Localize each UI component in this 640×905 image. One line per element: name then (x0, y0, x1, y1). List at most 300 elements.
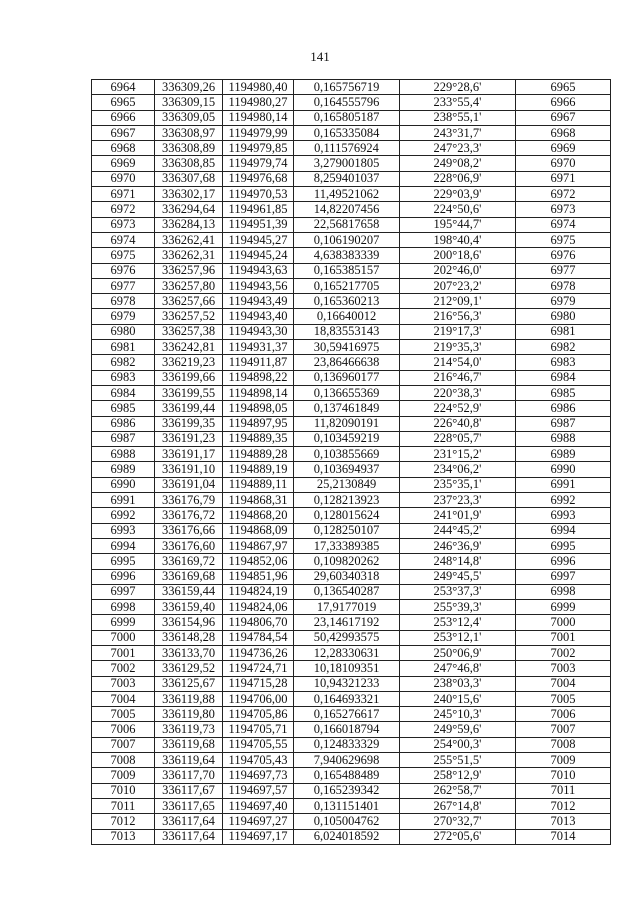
cell-point-to: 7000 (516, 615, 611, 630)
table-row (92, 753, 611, 768)
cell-point-from: 6989 (92, 462, 155, 477)
table-row (92, 340, 611, 355)
cell-coord-x: 336199,35 (155, 416, 223, 431)
cell-point-to: 7003 (516, 661, 611, 676)
cell-bearing: 249°08,2' (400, 156, 516, 171)
cell-coord-y: 1194980,27 (223, 95, 294, 110)
cell-point-to: 6966 (516, 95, 611, 110)
cell-distance: 0,124833329 (294, 737, 400, 752)
cell-point-from: 7007 (92, 737, 155, 752)
cell-point-from: 6977 (92, 278, 155, 293)
cell-point-to: 6989 (516, 447, 611, 462)
cell-coord-y: 1194697,27 (223, 814, 294, 829)
cell-coord-y: 1194697,17 (223, 829, 294, 844)
cell-point-to: 6965 (516, 80, 611, 95)
cell-point-from: 6985 (92, 401, 155, 416)
cell-distance: 17,33389385 (294, 538, 400, 553)
cell-point-from: 7011 (92, 798, 155, 813)
cell-coord-x: 336191,17 (155, 447, 223, 462)
cell-coord-x: 336169,68 (155, 569, 223, 584)
cell-point-to: 7008 (516, 737, 611, 752)
cell-coord-y: 1194979,85 (223, 141, 294, 156)
cell-point-from: 6984 (92, 385, 155, 400)
cell-distance: 12,28330631 (294, 645, 400, 660)
cell-point-to: 6984 (516, 370, 611, 385)
cell-point-from: 6964 (92, 80, 155, 95)
cell-coord-y: 1194979,99 (223, 125, 294, 140)
cell-coord-y: 1194898,14 (223, 385, 294, 400)
cell-point-to: 7011 (516, 783, 611, 798)
cell-bearing: 272°05,6' (400, 829, 516, 844)
cell-point-from: 6982 (92, 355, 155, 370)
cell-coord-y: 1194945,27 (223, 232, 294, 247)
cell-distance: 10,94321233 (294, 676, 400, 691)
cell-coord-y: 1194889,35 (223, 431, 294, 446)
cell-coord-x: 336309,05 (155, 110, 223, 125)
cell-point-from: 7004 (92, 691, 155, 706)
table-row (92, 278, 611, 293)
cell-point-to: 6968 (516, 125, 611, 140)
table-row (92, 187, 611, 202)
cell-bearing: 238°03,3' (400, 676, 516, 691)
cell-bearing: 253°12,1' (400, 630, 516, 645)
cell-coord-x: 336169,72 (155, 554, 223, 569)
table-row (92, 691, 611, 706)
cell-distance: 0,111576924 (294, 141, 400, 156)
cell-coord-y: 1194961,85 (223, 202, 294, 217)
cell-coord-x: 336119,80 (155, 707, 223, 722)
cell-coord-y: 1194943,40 (223, 309, 294, 324)
cell-bearing: 245°10,3' (400, 707, 516, 722)
cell-distance: 8,259401037 (294, 171, 400, 186)
cell-point-to: 7001 (516, 630, 611, 645)
table-row (92, 248, 611, 263)
cell-point-from: 7001 (92, 645, 155, 660)
cell-point-to: 6976 (516, 248, 611, 263)
cell-distance: 23,86466638 (294, 355, 400, 370)
cell-coord-y: 1194697,40 (223, 798, 294, 813)
cell-point-to: 6977 (516, 263, 611, 278)
table-row (92, 600, 611, 615)
cell-coord-y: 1194824,19 (223, 584, 294, 599)
cell-bearing: 207°23,2' (400, 278, 516, 293)
table-row (92, 217, 611, 232)
cell-distance: 18,83553143 (294, 324, 400, 339)
cell-distance: 0,105004762 (294, 814, 400, 829)
table-row (92, 569, 611, 584)
cell-point-from: 7009 (92, 768, 155, 783)
cell-point-to: 6970 (516, 156, 611, 171)
cell-distance: 0,128250107 (294, 523, 400, 538)
cell-bearing: 262°58,7' (400, 783, 516, 798)
cell-point-from: 6978 (92, 294, 155, 309)
cell-point-to: 6994 (516, 523, 611, 538)
cell-bearing: 255°39,3' (400, 600, 516, 615)
cell-coord-x: 336154,96 (155, 615, 223, 630)
cell-point-to: 6983 (516, 355, 611, 370)
cell-coord-y: 1194824,06 (223, 600, 294, 615)
cell-bearing: 220°38,3' (400, 385, 516, 400)
cell-point-to: 7013 (516, 814, 611, 829)
cell-coord-x: 336308,97 (155, 125, 223, 140)
cell-coord-x: 336308,85 (155, 156, 223, 171)
cell-bearing: 219°17,3' (400, 324, 516, 339)
cell-coord-y: 1194868,31 (223, 493, 294, 508)
cell-point-to: 6986 (516, 401, 611, 416)
cell-coord-y: 1194697,73 (223, 768, 294, 783)
table-row (92, 737, 611, 752)
cell-bearing: 270°32,7' (400, 814, 516, 829)
cell-point-from: 7000 (92, 630, 155, 645)
table-row (92, 462, 611, 477)
cell-point-to: 6980 (516, 309, 611, 324)
cell-bearing: 198°40,4' (400, 232, 516, 247)
cell-point-from: 7003 (92, 676, 155, 691)
cell-bearing: 258°12,9' (400, 768, 516, 783)
cell-point-from: 6979 (92, 309, 155, 324)
cell-point-to: 6985 (516, 385, 611, 400)
cell-coord-y: 1194868,09 (223, 523, 294, 538)
cell-point-to: 7014 (516, 829, 611, 844)
cell-point-from: 6972 (92, 202, 155, 217)
cell-distance: 22,56817658 (294, 217, 400, 232)
cell-coord-x: 336257,38 (155, 324, 223, 339)
cell-bearing: 214°54,0' (400, 355, 516, 370)
cell-coord-x: 336257,80 (155, 278, 223, 293)
cell-coord-y: 1194784,54 (223, 630, 294, 645)
cell-point-to: 6982 (516, 340, 611, 355)
cell-point-from: 6986 (92, 416, 155, 431)
cell-distance: 0,165360213 (294, 294, 400, 309)
cell-bearing: 246°36,9' (400, 538, 516, 553)
cell-bearing: 244°45,2' (400, 523, 516, 538)
cell-point-to: 7006 (516, 707, 611, 722)
cell-point-from: 6966 (92, 110, 155, 125)
cell-coord-x: 336284,13 (155, 217, 223, 232)
cell-bearing: 228°06,9' (400, 171, 516, 186)
cell-point-from: 6965 (92, 95, 155, 110)
table-row (92, 156, 611, 171)
cell-coord-x: 336117,65 (155, 798, 223, 813)
table-row (92, 538, 611, 553)
cell-bearing: 195°44,7' (400, 217, 516, 232)
cell-coord-x: 336294,64 (155, 202, 223, 217)
table-row (92, 110, 611, 125)
cell-distance: 0,136540287 (294, 584, 400, 599)
cell-point-from: 6976 (92, 263, 155, 278)
cell-coord-x: 336309,26 (155, 80, 223, 95)
cell-coord-x: 336133,70 (155, 645, 223, 660)
cell-coord-x: 336242,81 (155, 340, 223, 355)
cell-bearing: 250°06,9' (400, 645, 516, 660)
cell-distance: 11,49521062 (294, 187, 400, 202)
cell-coord-y: 1194943,49 (223, 294, 294, 309)
cell-distance: 0,106190207 (294, 232, 400, 247)
cell-bearing: 248°14,8' (400, 554, 516, 569)
cell-distance: 0,165805187 (294, 110, 400, 125)
cell-distance: 0,103694937 (294, 462, 400, 477)
table-row (92, 294, 611, 309)
cell-coord-y: 1194724,71 (223, 661, 294, 676)
cell-coord-x: 336117,70 (155, 768, 223, 783)
cell-coord-y: 1194970,53 (223, 187, 294, 202)
cell-distance: 0,165276617 (294, 707, 400, 722)
cell-distance: 0,103855669 (294, 447, 400, 462)
cell-coord-x: 336191,23 (155, 431, 223, 446)
cell-coord-x: 336257,66 (155, 294, 223, 309)
cell-distance: 0,165488489 (294, 768, 400, 783)
table-row (92, 493, 611, 508)
cell-coord-y: 1194868,20 (223, 508, 294, 523)
cell-point-from: 6997 (92, 584, 155, 599)
cell-coord-x: 336176,79 (155, 493, 223, 508)
cell-distance: 29,60340318 (294, 569, 400, 584)
table-row (92, 370, 611, 385)
cell-point-to: 6988 (516, 431, 611, 446)
cell-point-from: 6990 (92, 477, 155, 492)
cell-point-from: 6981 (92, 340, 155, 355)
cell-distance: 0,164555796 (294, 95, 400, 110)
cell-distance: 0,109820262 (294, 554, 400, 569)
cell-point-from: 6980 (92, 324, 155, 339)
cell-coord-x: 336119,88 (155, 691, 223, 706)
cell-coord-x: 336307,68 (155, 171, 223, 186)
cell-coord-y: 1194897,95 (223, 416, 294, 431)
cell-coord-x: 336262,41 (155, 232, 223, 247)
cell-bearing: 234°06,2' (400, 462, 516, 477)
cell-point-to: 6995 (516, 538, 611, 553)
cell-coord-x: 336117,67 (155, 783, 223, 798)
cell-coord-x: 336176,66 (155, 523, 223, 538)
cell-point-to: 6997 (516, 569, 611, 584)
cell-point-from: 6987 (92, 431, 155, 446)
cell-point-from: 7008 (92, 753, 155, 768)
cell-point-to: 6999 (516, 600, 611, 615)
cell-point-from: 6983 (92, 370, 155, 385)
cell-bearing: 228°05,7' (400, 431, 516, 446)
table-row (92, 171, 611, 186)
table-row (92, 309, 611, 324)
cell-coord-y: 1194980,14 (223, 110, 294, 125)
cell-point-to: 6981 (516, 324, 611, 339)
table-row (92, 202, 611, 217)
cell-bearing: 254°00,3' (400, 737, 516, 752)
cell-distance: 0,165756719 (294, 80, 400, 95)
cell-point-to: 7010 (516, 768, 611, 783)
cell-point-to: 6978 (516, 278, 611, 293)
cell-point-to: 7007 (516, 722, 611, 737)
cell-coord-y: 1194943,63 (223, 263, 294, 278)
cell-coord-y: 1194697,57 (223, 783, 294, 798)
cell-point-to: 6975 (516, 232, 611, 247)
cell-distance: 0,165335084 (294, 125, 400, 140)
table-row (92, 477, 611, 492)
cell-coord-y: 1194898,22 (223, 370, 294, 385)
cell-bearing: 226°40,8' (400, 416, 516, 431)
cell-distance: 0,128015624 (294, 508, 400, 523)
table-row (92, 584, 611, 599)
cell-point-to: 6979 (516, 294, 611, 309)
cell-bearing: 243°31,7' (400, 125, 516, 140)
cell-point-from: 6995 (92, 554, 155, 569)
cell-point-from: 6970 (92, 171, 155, 186)
cell-point-to: 6967 (516, 110, 611, 125)
cell-distance: 6,024018592 (294, 829, 400, 844)
table-row (92, 447, 611, 462)
cell-distance: 0,137461849 (294, 401, 400, 416)
cell-coord-x: 336159,40 (155, 600, 223, 615)
cell-bearing: 200°18,6' (400, 248, 516, 263)
cell-point-to: 6991 (516, 477, 611, 492)
cell-point-from: 7006 (92, 722, 155, 737)
table-row (92, 554, 611, 569)
cell-coord-y: 1194889,19 (223, 462, 294, 477)
cell-distance: 3,279001805 (294, 156, 400, 171)
table-row (92, 385, 611, 400)
cell-point-from: 6999 (92, 615, 155, 630)
cell-point-from: 6993 (92, 523, 155, 538)
cell-distance: 10,18109351 (294, 661, 400, 676)
cell-point-to: 6993 (516, 508, 611, 523)
cell-point-from: 6994 (92, 538, 155, 553)
cell-distance: 14,82207456 (294, 202, 400, 217)
cell-distance: 0,164693321 (294, 691, 400, 706)
cell-coord-x: 336219,23 (155, 355, 223, 370)
table-row (92, 798, 611, 813)
cell-point-to: 7009 (516, 753, 611, 768)
cell-distance: 30,59416975 (294, 340, 400, 355)
cell-bearing: 247°46,8' (400, 661, 516, 676)
cell-point-to: 6969 (516, 141, 611, 156)
table-row (92, 95, 611, 110)
cell-distance: 0,128213923 (294, 493, 400, 508)
table-row (92, 615, 611, 630)
cell-point-from: 7002 (92, 661, 155, 676)
cell-point-from: 7012 (92, 814, 155, 829)
cell-coord-y: 1194979,74 (223, 156, 294, 171)
cell-coord-x: 336159,44 (155, 584, 223, 599)
cell-distance: 23,14617192 (294, 615, 400, 630)
cell-point-from: 6968 (92, 141, 155, 156)
cell-coord-x: 336148,28 (155, 630, 223, 645)
table-row (92, 722, 611, 737)
cell-point-to: 6974 (516, 217, 611, 232)
cell-bearing: 253°37,3' (400, 584, 516, 599)
cell-bearing: 229°28,6' (400, 80, 516, 95)
cell-distance: 0,165385157 (294, 263, 400, 278)
cell-point-from: 6975 (92, 248, 155, 263)
cell-point-to: 6992 (516, 493, 611, 508)
table-row (92, 676, 611, 691)
cell-point-to: 6998 (516, 584, 611, 599)
cell-bearing: 237°23,3' (400, 493, 516, 508)
cell-point-from: 6991 (92, 493, 155, 508)
cell-point-from: 6971 (92, 187, 155, 202)
cell-distance: 0,131151401 (294, 798, 400, 813)
cell-coord-x: 336117,64 (155, 814, 223, 829)
table-row (92, 324, 611, 339)
cell-distance: 25,2130849 (294, 477, 400, 492)
cell-distance: 0,165239342 (294, 783, 400, 798)
cell-coord-y: 1194945,24 (223, 248, 294, 263)
cell-point-to: 7002 (516, 645, 611, 660)
cell-coord-x: 336309,15 (155, 95, 223, 110)
cell-coord-x: 336117,64 (155, 829, 223, 844)
cell-coord-x: 336125,67 (155, 676, 223, 691)
cell-point-to: 6987 (516, 416, 611, 431)
coordinates-table (91, 79, 611, 845)
cell-coord-x: 336308,89 (155, 141, 223, 156)
cell-coord-y: 1194736,26 (223, 645, 294, 660)
cell-bearing: 229°03,9' (400, 187, 516, 202)
cell-point-to: 7012 (516, 798, 611, 813)
table-row (92, 645, 611, 660)
cell-coord-x: 336119,73 (155, 722, 223, 737)
cell-coord-y: 1194705,86 (223, 707, 294, 722)
table-row (92, 768, 611, 783)
cell-coord-x: 336302,17 (155, 187, 223, 202)
cell-coord-y: 1194705,43 (223, 753, 294, 768)
cell-distance: 4,638383339 (294, 248, 400, 263)
cell-bearing: 224°50,6' (400, 202, 516, 217)
cell-coord-y: 1194852,06 (223, 554, 294, 569)
table-row (92, 661, 611, 676)
cell-coord-x: 336191,10 (155, 462, 223, 477)
cell-coord-y: 1194911,87 (223, 355, 294, 370)
cell-point-to: 6990 (516, 462, 611, 477)
cell-bearing: 235°35,1' (400, 477, 516, 492)
cell-bearing: 241°01,9' (400, 508, 516, 523)
table-row (92, 263, 611, 278)
cell-coord-y: 1194889,28 (223, 447, 294, 462)
cell-bearing: 247°23,3' (400, 141, 516, 156)
cell-distance: 17,9177019 (294, 600, 400, 615)
cell-distance: 0,16640012 (294, 309, 400, 324)
cell-coord-x: 336191,04 (155, 477, 223, 492)
cell-coord-y: 1194898,05 (223, 401, 294, 416)
cell-bearing: 240°15,6' (400, 691, 516, 706)
cell-distance: 0,103459219 (294, 431, 400, 446)
cell-point-to: 7004 (516, 676, 611, 691)
cell-coord-y: 1194715,28 (223, 676, 294, 691)
cell-coord-x: 336119,64 (155, 753, 223, 768)
cell-bearing: 216°46,7' (400, 370, 516, 385)
cell-coord-x: 336129,52 (155, 661, 223, 676)
cell-bearing: 233°55,4' (400, 95, 516, 110)
table-row (92, 125, 611, 140)
table-row (92, 141, 611, 156)
cell-distance: 50,42993575 (294, 630, 400, 645)
table-row (92, 523, 611, 538)
cell-point-to: 6971 (516, 171, 611, 186)
cell-distance: 0,136960177 (294, 370, 400, 385)
table-row (92, 431, 611, 446)
table-row (92, 783, 611, 798)
cell-coord-y: 1194806,70 (223, 615, 294, 630)
cell-coord-y: 1194867,97 (223, 538, 294, 553)
cell-coord-y: 1194705,55 (223, 737, 294, 752)
table-row (92, 80, 611, 95)
table-row (92, 630, 611, 645)
cell-point-from: 6988 (92, 447, 155, 462)
cell-bearing: 238°55,1' (400, 110, 516, 125)
cell-bearing: 224°52,9' (400, 401, 516, 416)
cell-coord-y: 1194705,71 (223, 722, 294, 737)
cell-distance: 11,82090191 (294, 416, 400, 431)
cell-coord-y: 1194706,00 (223, 691, 294, 706)
cell-point-from: 6992 (92, 508, 155, 523)
cell-coord-y: 1194943,30 (223, 324, 294, 339)
